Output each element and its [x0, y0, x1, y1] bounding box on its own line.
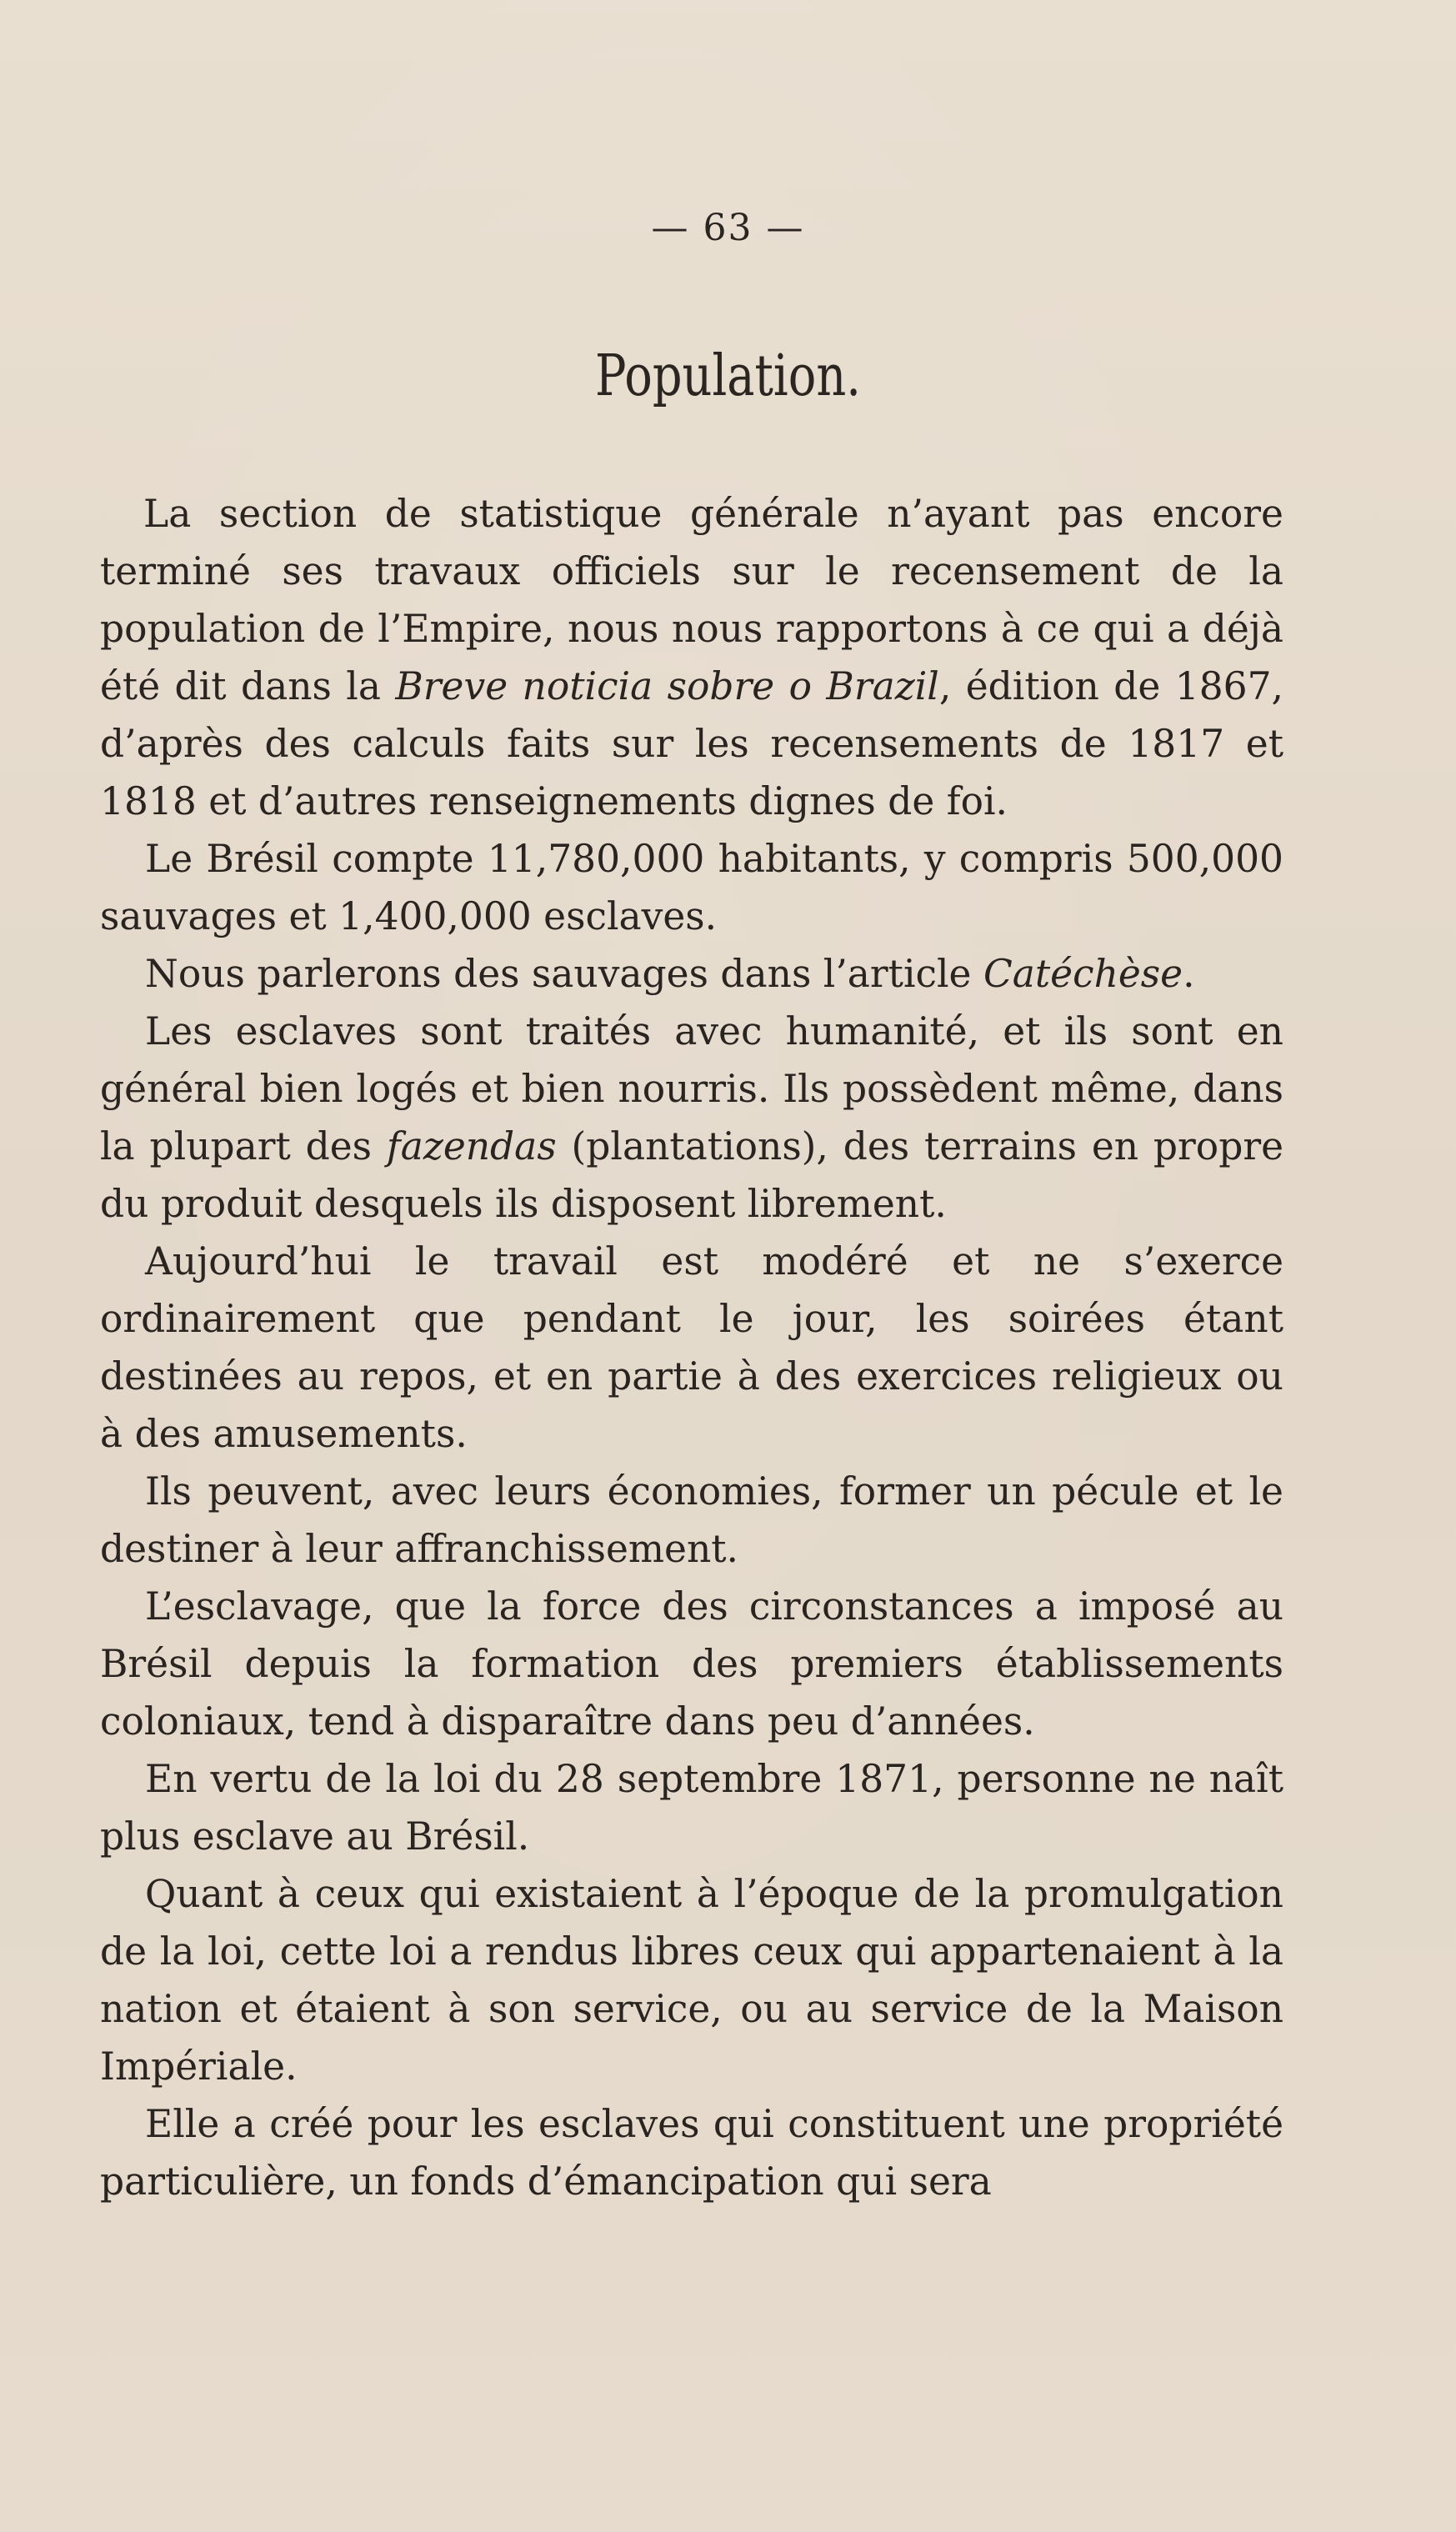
body-text — [100, 485, 1283, 2210]
paragraph-text: , édition de 1867, d’après des calculs faits sur les recensements de 1817 et 1818 et d’autres renseignements dignes de foi. — [100, 664, 1283, 823]
paragraph-1 — [100, 485, 1283, 830]
paragraph-4 — [100, 1003, 1283, 1233]
paragraph-text: Les esclaves sont traités avec humanité, et ils sont en général bien logés et bien nourris. Ils possèdent même, dans la plupart des — [100, 1009, 1283, 1168]
paragraph-8 — [100, 1750, 1283, 1865]
paragraph-text: Quant à ceux qui existaient à l’époque de la promulgation de la loi, cette loi a rendus libres ceux qui appartenaient à la nation et étaient à son service, ou au service de la Maison Impériale. — [100, 1872, 1283, 2089]
paragraph-text: L’esclavage, que la force des circonstances a imposé au Brésil depuis la formation des premiers établissements coloniaux, tend à disparaître dans peu d’années. — [100, 1584, 1283, 1744]
section-title: Population. — [595, 343, 861, 409]
paragraph-text: . — [1183, 952, 1195, 996]
italic-title: Breve noticia sobre o Brazil — [395, 664, 939, 708]
page-number: — 63 — — [651, 207, 805, 249]
paragraph-text: (plantations), des terrains en propre du produit desquels ils disposent librement. — [100, 1124, 1284, 1226]
italic-term: Catéchèse — [983, 952, 1183, 996]
italic-term: fazendas — [386, 1124, 557, 1168]
paragraph-text: Ils peuvent, avec leurs économies, former un pécule et le destiner à leur affranchissement. — [100, 1469, 1283, 1571]
paragraph-text: La section de statistique générale n’ayant pas encore terminé ses travaux officiels sur le recensement de la population de l’Empire, nous nous rapportons à ce qui a déjà été dit dans la — [100, 492, 1283, 708]
paragraph-6 — [100, 1463, 1283, 1578]
paragraph-2 — [100, 830, 1283, 945]
paragraph-text: Nous parlerons des sauvages dans l’article — [145, 952, 983, 996]
paragraph-3 — [100, 945, 1283, 1003]
paragraph-9 — [100, 1865, 1283, 2095]
paragraph-7 — [100, 1578, 1283, 1750]
paragraph-10 — [100, 2095, 1283, 2210]
paragraph-5 — [100, 1233, 1283, 1463]
paragraph-text: Elle a créé pour les esclaves qui constituent une propriété particulière, un fonds d’émancipation qui sera — [100, 2102, 1283, 2204]
paragraph-text: Le Brésil compte 11,780,000 habitants, y compris 500,000 sauvages et 1,400,000 esclaves. — [100, 837, 1283, 938]
paragraph-text: Aujourd’hui le travail est modéré et ne s’exerce ordinairement que pendant le jour, les soirées étant destinées au repos, et en partie à des exercices religieux ou à des amusements. — [100, 1239, 1283, 1456]
paragraph-text: En vertu de la loi du 28 septembre 1871, personne ne naît plus esclave au Brésil. — [100, 1757, 1283, 1859]
